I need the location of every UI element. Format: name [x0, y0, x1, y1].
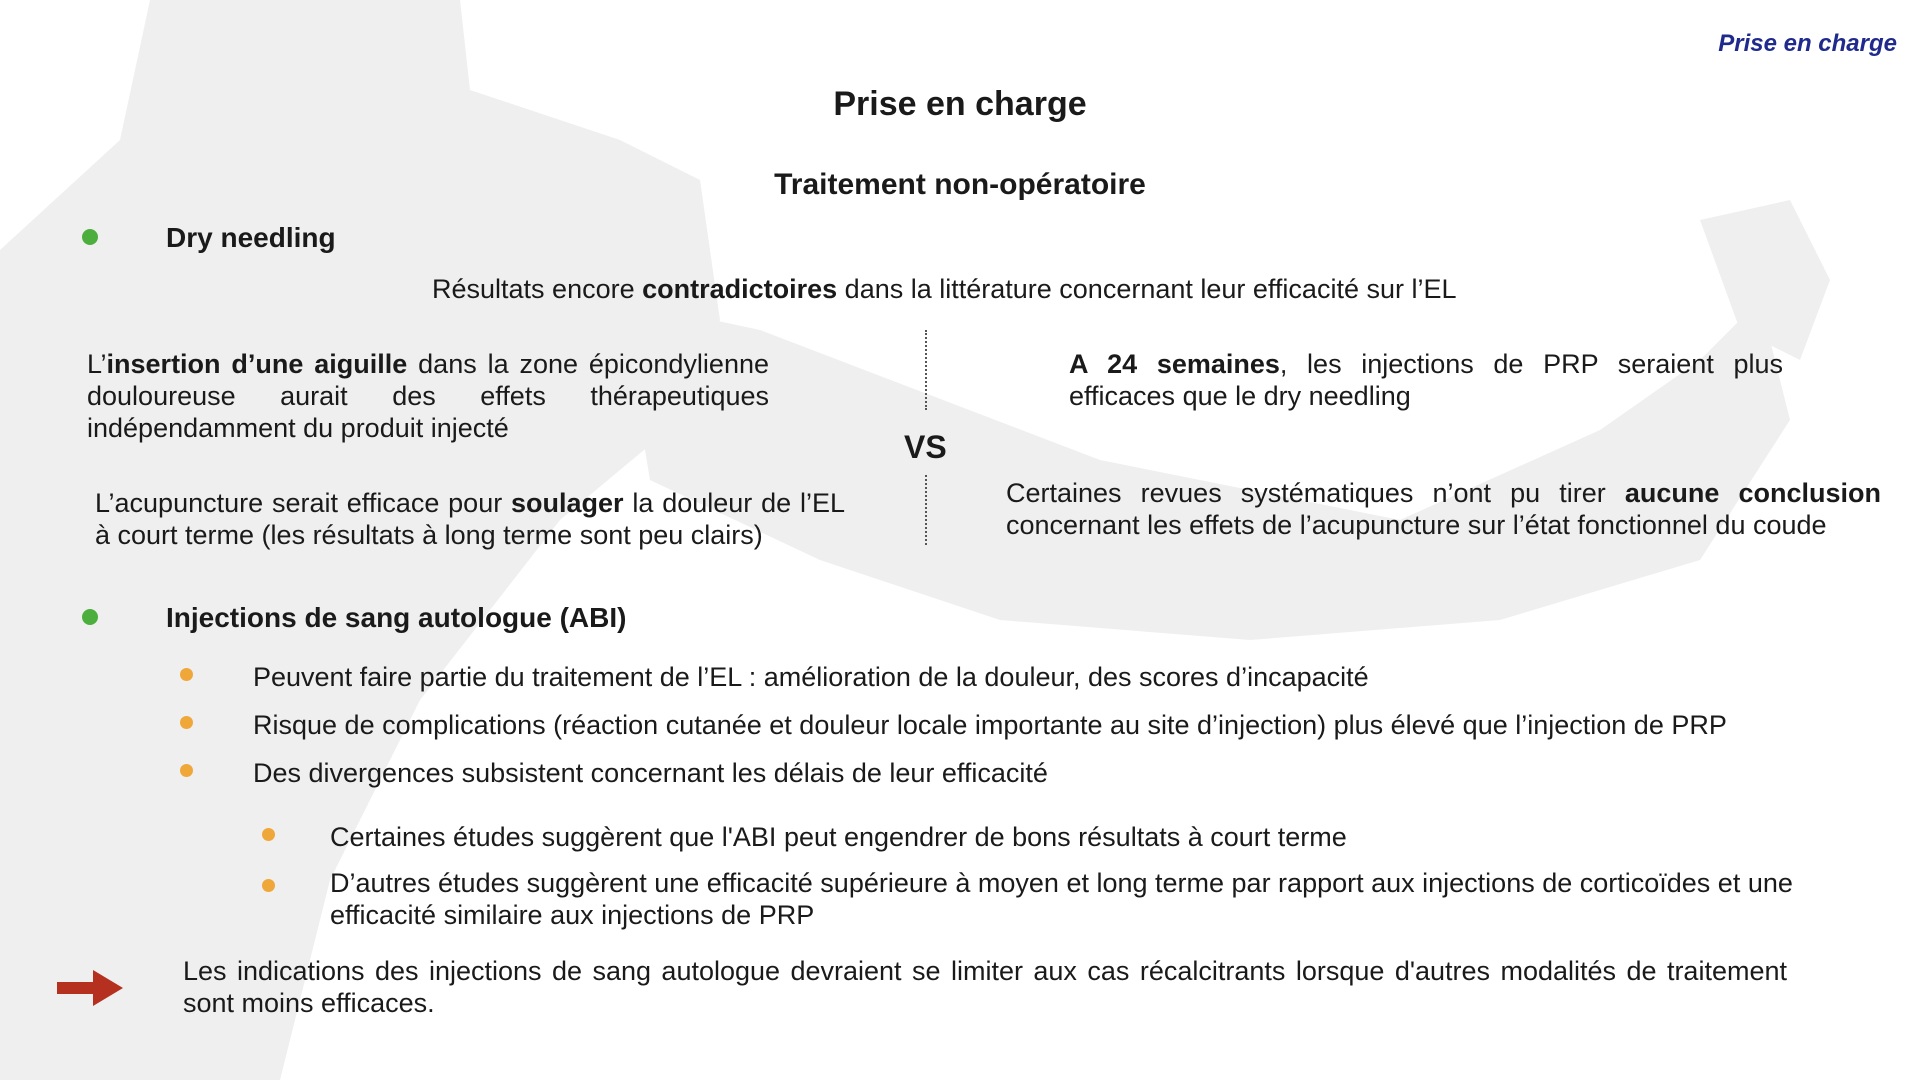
- section-heading-abi: Injections de sang autologue (ABI): [166, 602, 627, 633]
- orange-dot-icon: [180, 764, 193, 777]
- vertical-divider-top: [925, 330, 927, 410]
- orange-dot-icon: [180, 668, 193, 681]
- right-bottom-statement: Certaines revues systématiques n’ont pu tirer aucune conclusion concernant les effets de l’acupuncture sur l’état fonctionnel du coude: [1006, 478, 1882, 540]
- section-heading-dry-needling: Dry needling: [166, 222, 336, 253]
- right-top-statement: A 24 semaines, les injections de PRP seraient plus efficaces que le dry needling: [1069, 349, 1783, 411]
- abi-conclusion: Les indications des injections de sang autologue devraient se limiter aux cas récalcitrants lorsque d'autres modalités de traitement sont moins efficaces.: [183, 956, 1787, 1018]
- green-dot-icon: [82, 229, 98, 245]
- left-top-statement: L’insertion d’une aiguille dans la zone épicondylienne douloureuse aurait des effets thérapeutiques indépendamment du produit injecté: [87, 349, 769, 443]
- orange-dot-icon: [180, 716, 193, 729]
- abi-sub-bullet-2: D’autres études suggèrent une efficacité supérieure à moyen et long terme par rapport aux injections de corticoïdes et une efficacité similaire aux injections de PRP: [330, 868, 1793, 930]
- green-dot-icon: [82, 609, 98, 625]
- vs-label: VS: [904, 429, 947, 465]
- corner-section-label: Prise en charge: [1718, 30, 1897, 57]
- orange-dot-icon: [262, 879, 275, 892]
- abi-sub-bullet-1: Certaines études suggèrent que l'ABI peut engendrer de bons résultats à court terme: [330, 822, 1347, 852]
- left-bottom-statement: L’acupuncture serait efficace pour soulager la douleur de l’EL à court terme (les résultats à long terme sont peu clairs): [95, 488, 845, 550]
- orange-dot-icon: [262, 828, 275, 841]
- abi-bullet-3: Des divergences subsistent concernant les délais de leur efficacité: [253, 758, 1048, 788]
- right-arrow-icon: [57, 968, 123, 1008]
- page-title: Prise en charge: [833, 85, 1087, 123]
- vertical-divider-bottom: [925, 475, 927, 545]
- abi-bullet-1: Peuvent faire partie du traitement de l’EL : amélioration de la douleur, des scores d’incapacité: [253, 662, 1369, 692]
- abi-bullet-2: Risque de complications (réaction cutanée et douleur locale importante au site d’injection) plus élevé que l’injection de PRP: [253, 710, 1727, 740]
- page-subtitle: Traitement non-opératoire: [774, 168, 1146, 201]
- dry-needling-intro: Résultats encore contradictoires dans la littérature concernant leur efficacité sur l’EL: [432, 274, 1457, 304]
